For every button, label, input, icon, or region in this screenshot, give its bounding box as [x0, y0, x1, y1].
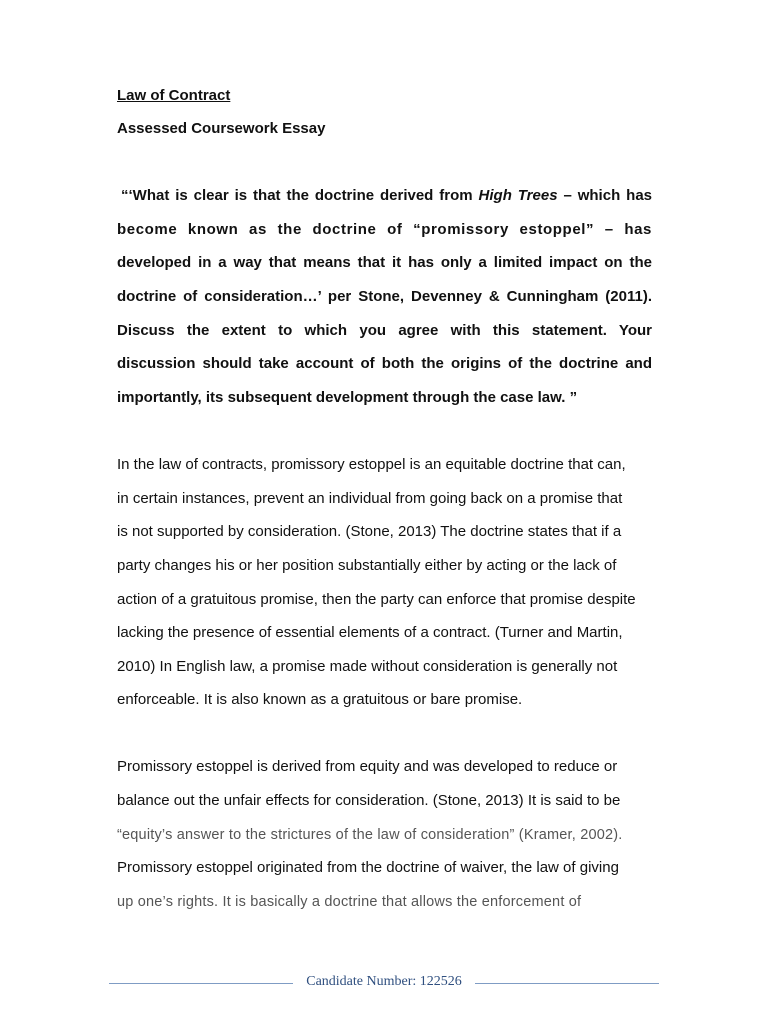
paragraph-1-line: 2010) In English law, a promise made without consideration is generally not [117, 658, 618, 675]
question-line-7: importantly, its subsequent development through the case law. ” [117, 389, 578, 406]
paragraph-2-line: up one’s rights. It is basically a doctrine that allows the enforcement of [117, 894, 582, 910]
paragraph-1-line: party changes his or her position substantially either by acting or the lack of [117, 557, 617, 574]
paragraph-1-line: In the law of contracts, promissory estoppel is an equitable doctrine that can, [117, 456, 626, 473]
paragraph-2-line: Promissory estoppel is derived from equity and was developed to reduce or [117, 758, 618, 775]
paragraph-2-line: Promissory estoppel originated from the doctrine of waiver, the law of giving [117, 859, 619, 876]
paragraph-1-line: is not supported by consideration. (Stone, 2013) The doctrine states that if a [117, 523, 622, 540]
candidate-number-footer: Candidate Number: 122526 [306, 974, 462, 989]
paragraph-1-line: action of a gratuitous promise, then the party can enforce that promise despite [117, 591, 636, 608]
question-line-2: become known as the doctrine of “promissory estoppel” – has [117, 221, 652, 238]
question-line-5: Discuss the extent to which you agree with this statement. Your [117, 322, 652, 339]
paragraph-2-line: balance out the unfair effects for consideration. (Stone, 2013) It is said to be [117, 792, 621, 809]
question-line-3: developed in a way that means that it has only a limited impact on the [117, 254, 652, 271]
paragraph-1-line: enforceable. It is also known as a gratuitous or bare promise. [117, 691, 523, 708]
question-line-4: doctrine of consideration…’ per Stone, Devenney & Cunningham (2011). [117, 288, 652, 305]
footer-rule-left [109, 983, 293, 984]
paragraph-2-quote-line: “equity’s answer to the strictures of the law of consideration” (Kramer, 2002). [117, 827, 623, 843]
paragraph-1-line: in certain instances, prevent an individual from going back on a promise that [117, 490, 623, 507]
paragraph-1-line: lacking the presence of essential elements of a contract. (Turner and Martin, [117, 624, 623, 641]
footer-rule-right [475, 983, 659, 984]
case-name-high-trees: High Trees [478, 187, 558, 204]
question-line-1 [121, 186, 652, 206]
document-subtitle: Assessed Coursework Essay [117, 120, 326, 137]
question-text: “‘What is clear is that the doctrine derived from [121, 187, 479, 204]
question-text: – which has [557, 187, 653, 204]
document-title: Law of Contract [117, 87, 231, 104]
question-line-6: discussion should take account of both the origins of the doctrine and [117, 355, 652, 372]
